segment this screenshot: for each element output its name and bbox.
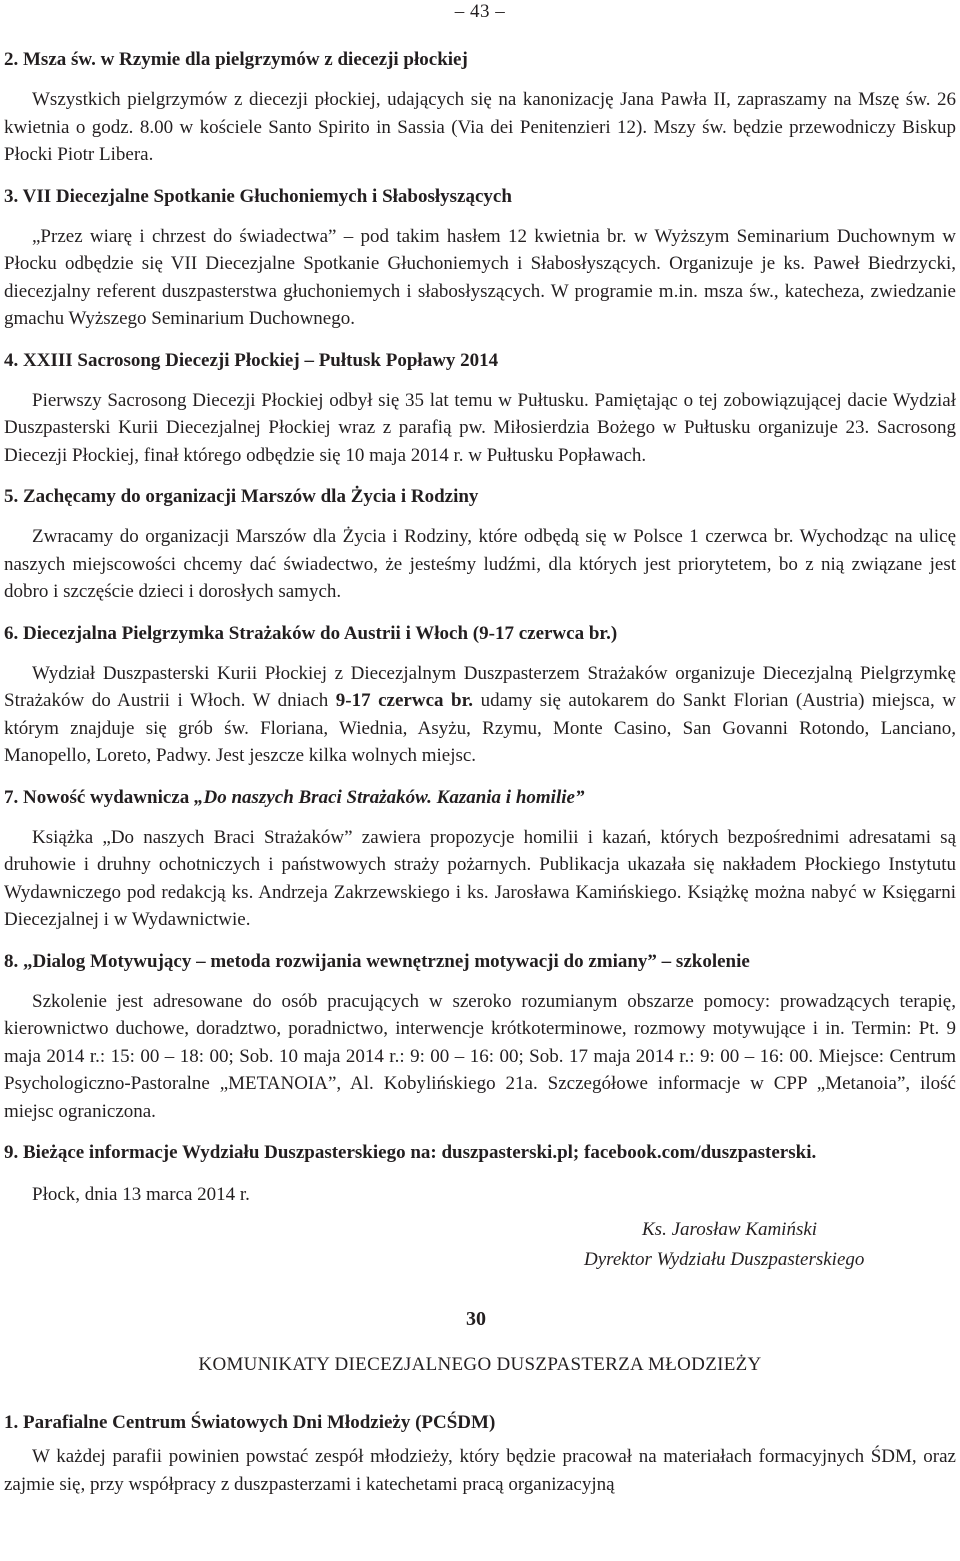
signature-block: [584, 1215, 944, 1275]
paragraph-text: Wydział Duszpasterski Kurii Płockiej z Diecezjalnym Duszpasterzem Strażaków organizuje Diecezjalną Pielgrzymkę Strażaków do Austrii i Włoch. W dniach: [4, 662, 956, 711]
section-heading: 2. Msza św. w Rzymie dla pielgrzymów z diecezji płockiej: [4, 49, 468, 70]
section-heading: 3. VII Diecezjalne Spotkanie Głuchoniemych i Słabosłyszących: [4, 185, 512, 207]
book-title: „Do naszych Braci Strażaków. Kazania i homilie”: [194, 786, 585, 808]
signature-name: Ks. Jarosław Kamiński: [642, 1219, 818, 1240]
section-heading: [4, 784, 956, 812]
section-heading: 6. Diecezjalna Pielgrzymka Strażaków do Austrii i Włoch (9-17 czerwca br.): [4, 622, 618, 644]
section-3: [4, 183, 956, 333]
section-heading: 8. „Dialog Motywujący – metoda rozwijania wewnętrznej motywacji do zmiany” – szkolenie: [4, 950, 750, 972]
chapter-title: KOMUNIKATY DIECEZJALNEGO DUSZPASTERZA MŁODZIEŻY: [198, 1354, 762, 1375]
section-paragraph: Pierwszy Sacrosong Diecezji Płockiej odbył się 35 lat temu w Pułtusku. Pamiętając o tej zobowiązującej dacie Wydział Duszpasterski Kurii Diecezjalnej Płockiej wraz z parafią pw. Miłosierdzia Bożego w Pułtusku organizuje 23. Sacrosong Diecezji Płockiej, finał którego odbędzie się 10 maja 2014 r. w Pułtusku Popławach.: [4, 389, 956, 466]
section-9: [4, 1139, 956, 1167]
page-number: – 43 –: [454, 1, 506, 22]
section-5: [4, 483, 956, 606]
section-4: [4, 347, 956, 470]
section-paragraph: Zwracamy do organizacji Marszów dla Życia i Rodziny, które odbędą się w Polsce 1 czerwca br. Wychodząc na ulicę naszych miejscowości chcemy dać świadectwo, że jesteśmy ludźmi, dla których jest priorytetem, bo z nią związane jest dobro i szczęście dzieci i dorosłych samych.: [4, 526, 956, 602]
section-6: [4, 620, 956, 770]
highlighted-dates: 9-17 czerwca br.: [335, 690, 474, 711]
youth-section-1: [4, 1409, 956, 1498]
section-heading: 4. XXIII Sacrosong Diecezji Płockiej – Pułtusk Popławy 2014: [4, 349, 499, 371]
section-7: [4, 784, 956, 934]
section-heading: 5. Zachęcamy do organizacji Marszów dla Życia i Rodziny: [4, 486, 479, 507]
section-2: [4, 46, 956, 169]
paragraph-text: udamy się autokarem do Sankt Florian (Austria) miejsca, w którym znajduje się grób św. Floriana, Wiednia, Asyżu, Rzymu, Monte Casino, San Govanni Rotondo, Lanciano, Manopello, Loreto, Padwy. Jest jeszcze kilka wolnych miejsc.: [4, 690, 956, 766]
signature-title: Dyrektor Wydziału Duszpasterskiego: [584, 1249, 865, 1270]
place-date: Płock, dnia 13 marca 2014 r.: [32, 1184, 250, 1205]
section-paragraph: Książka „Do naszych Braci Strażaków” zawiera propozycje homilii i kazań, których bezpośrednimi adresatami są druhowie i druhny ochotniczych i państwowych straży pożarnych. Publikacja ukazała się nakładem Płockiego Instytutu Wydawniczego pod redakcją ks. Andrzeja Zakrzewskiego i ks. Jarosława Kamińskiego. Książkę można nabyć w Księgarni Diecezjalnej i w Wydawnictwie.: [4, 826, 956, 930]
section-paragraph: „Przez wiarę i chrzest do świadectwa” – pod takim hasłem 12 kwietnia br. w Wyższym Seminarium Duchownym w Płocku odbędzie się VII Diecezjalne Spotkanie Głuchoniemych i Słabosłyszących. Organizuje je ks. Paweł Biedrzycki, diecezjalny referent duszpasterstwa głuchoniemych i słabosłyszących. W programie m.in. msza św., katecheza, zwiedzanie gmachu Wyższego Seminarium Duchownego.: [4, 225, 956, 329]
section-paragraph: [4, 660, 956, 770]
section-8: [4, 948, 956, 1126]
section-paragraph: W każdej parafii powinien powstać zespół młodzieży, który będzie pracował na materiałach formacyjnych ŚDM, oraz zajmie się, przy współpracy z duszpasterzami i katechetami pracą organizacyjną: [4, 1446, 956, 1495]
chapter-number: 30: [466, 1308, 486, 1330]
section-paragraph: Wszystkich pielgrzymów z diecezji płockiej, udających się na kanonizację Jana Pawła II, zapraszamy na Mszę św. 26 kwietnia o godz. 8.00 w kościele Santo Spirito in Sassia (Via dei Penitenzieri 12). Mszy św. będzie przewodniczy Biskup Płocki Piotr Libera.: [4, 89, 956, 165]
heading-prefix: 7. Nowość wydawnicza: [4, 786, 194, 808]
section-paragraph: Szkolenie jest adresowane do osób pracujących w szeroko rozumianym obszarze pomocy: prowadzących terapię, kierownictwo duchowe, doradztwo, poradnictwo, interwencje krótkoterminowe, rozmowy motywujące i in. Termin: Pt. 9 maja 2014 r.: 15: 00 – 18: 00; Sob. 10 maja 2014 r.: 9: 00 – 16: 00; Sob. 17 maja 2014 r.: 9: 00 – 16: 00. Miejsce: Centrum Psychologiczno-Pastoralne „METANOIA”, Al. Kobylińskiego 21a. Szczegółowe informacje w CPP „Metanoia”, ilość miejsc ograniczona.: [4, 990, 956, 1122]
document-content: [4, 46, 956, 1498]
section-heading: 1. Parafialne Centrum Światowych Dni Młodzieży (PCŚDM): [4, 1412, 496, 1433]
section-heading: 9. Bieżące informacje Wydziału Duszpasterskiego na: duszpasterski.pl; facebook.com/duszpasterski.: [4, 1142, 817, 1163]
